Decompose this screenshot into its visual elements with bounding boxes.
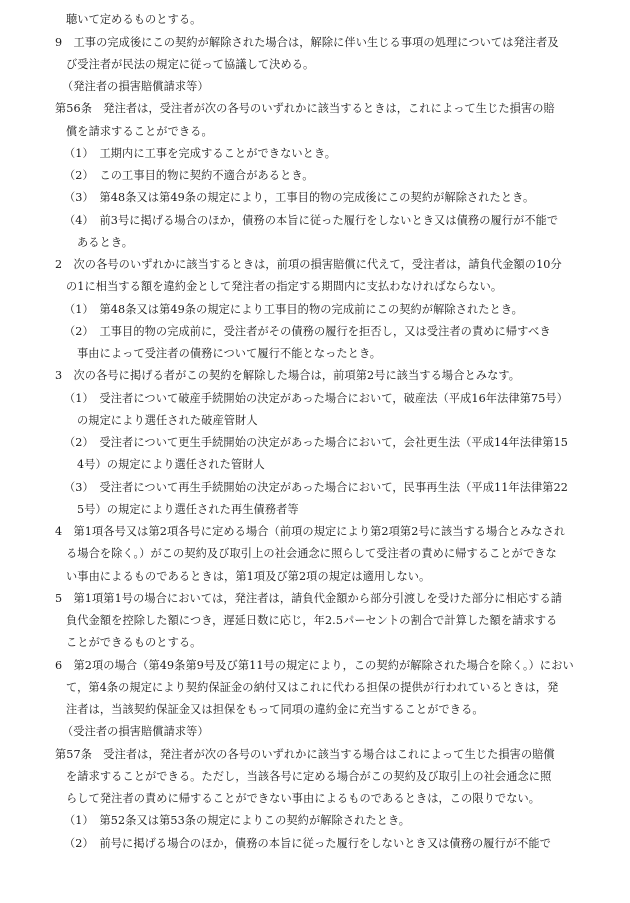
list-item: （2） 前号に掲げる場合のほか，債務の本旨に従った履行をしないとき又は債務の履行が不能で xyxy=(64,837,551,850)
text-line: 事由によって受注者の債務について履行不能となったとき。 xyxy=(77,347,382,360)
text-line: 負代金額を控除した額につき，遅延日数に応じ，年2.5パーセントの割合で計算した額を請求する xyxy=(66,614,558,627)
text-line: 6 第2項の場合（第49条第9号及び第11号の規定により，この契約が解除された場合を除く。）におい xyxy=(55,659,574,672)
text-line: の規定により選任された破産管財人 xyxy=(77,414,258,427)
article-heading: 第56条 発注者は，受注者が次の各号のいずれかに該当するときは，これによって生じた損害の賠 xyxy=(55,102,555,115)
text-line: 9 工事の完成後にこの契約が解除された場合は，解除に伴い生じる事項の処理については発注者及 xyxy=(55,36,559,49)
text-line: 4号）の規定により選任された管財人 xyxy=(77,458,265,471)
text-line: を請求することができる。ただし，当該各号に定める場合がこの契約及び取引上の社会通念に照 xyxy=(66,770,552,783)
text-line: 償を請求することができる。 xyxy=(66,125,213,138)
list-item: （2） この工事目的物に契約不適合があるとき。 xyxy=(64,169,314,182)
text-line: 3 次の各号に掲げる者がこの契約を解除した場合は，前項第2号に該当する場合とみなす。 xyxy=(55,369,521,382)
text-line: 5 第1項第1号の場合においては，発注者は，請負代金額から部分引渡しを受けた部分に相応する請 xyxy=(55,592,563,605)
list-item: （2） 工事目的物の完成前に，受注者がその債務の履行を拒否し，又は受注者の責めに帰すべき xyxy=(64,325,551,338)
text-line: 注者は，当該契約保証金又は担保をもって同項の違約金に充当することができる。 xyxy=(66,703,484,716)
article-heading: 第57条 受注者は，発注者が次の各号のいずれかに該当する場合はこれによって生じた損害の賠償 xyxy=(55,748,555,761)
list-item: （4） 前3号に掲げる場合のほか，債務の本旨に従った履行をしないとき又は債務の履行が不能で xyxy=(64,214,559,227)
text-line: あるとき。 xyxy=(77,236,133,249)
text-line: 2 次の各号のいずれかに該当するときは，前項の損害賠償に代えて，受注者は，請負代金額の10分 xyxy=(55,258,562,271)
text-line: て，第4条の規定により契約保証金の納付又はこれに代わる担保の提供が行われているときは，発 xyxy=(66,681,559,694)
list-item: （1） 第52条又は第53条の規定によりこの契約が解除されたとき。 xyxy=(64,814,411,827)
list-item: （3） 受注者について再生手続開始の決定があった場合において，民事再生法（平成11年法律第22 xyxy=(64,481,569,494)
text-line: の1に相当する額を違約金として発注者の指定する期間内に支払わなければならない。 xyxy=(66,280,503,293)
text-line: らして発注者の責めに帰することができない事由によるものであるときは，この限りでない。 xyxy=(66,792,541,805)
section-heading: （発注者の損害賠償請求等） xyxy=(62,80,209,93)
text-line: い事由によるものであるときは，第1項及び第2項の規定は適用しない。 xyxy=(66,570,431,583)
text-line: 5号）の規定により選任された再生債務者等 xyxy=(77,503,299,516)
text-line: 4 第1項各号又は第2項各号に定める場合（前項の規定により第2項第2号に該当する場合とみなされ xyxy=(55,525,566,538)
text-line: 聴いて定めるものとする。 xyxy=(66,13,202,26)
list-item: （2） 受注者について更生手続開始の決定があった場合において，会社更生法（平成14年法律第15 xyxy=(64,436,569,449)
text-line: び受注者が民法の規定に従って協議して決める。 xyxy=(66,58,315,71)
list-item: （1） 第48条又は第49条の規定により工事目的物の完成前にこの契約が解除されたとき。 xyxy=(64,303,523,316)
list-item: （1） 受注者について破産手続開始の決定があった場合において，破産法（平成16年法律第75号） xyxy=(64,392,569,405)
section-heading: （受注者の損害賠償請求等） xyxy=(62,725,209,738)
list-item: （3） 第48条又は第49条の規定により，工事目的物の完成後にこの契約が解除されたとき。 xyxy=(64,191,535,204)
list-item: （1） 工期内に工事を完成することができないとき。 xyxy=(64,147,337,160)
text-line: ことができるものとする。 xyxy=(66,636,202,649)
text-line: る場合を除く。）がこの契約及び取引上の社会通念に照らして受注者の責めに帰することができな xyxy=(66,547,557,560)
